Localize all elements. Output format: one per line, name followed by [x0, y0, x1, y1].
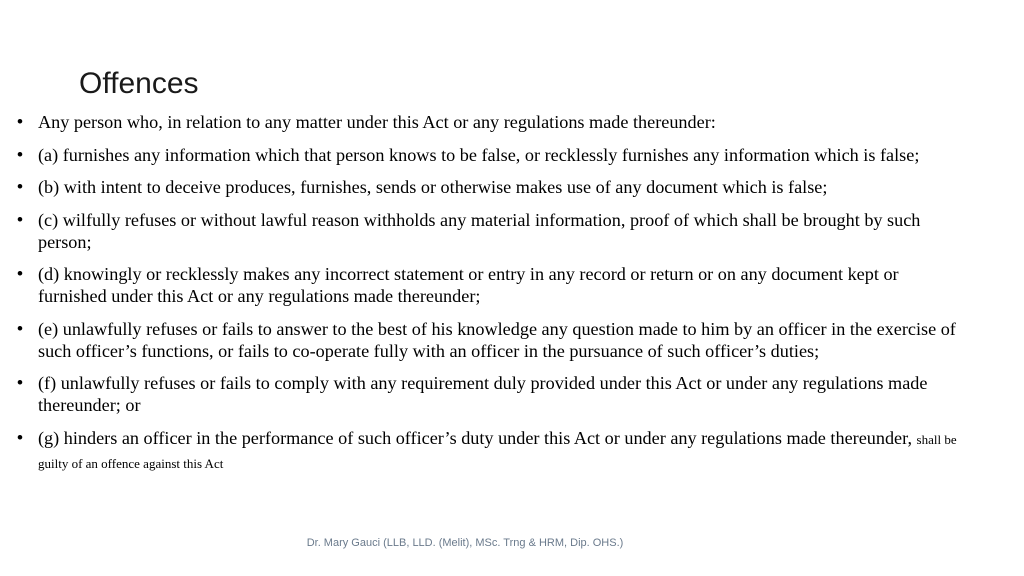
bullet-dot: • — [17, 177, 23, 196]
list-item — [17, 144, 962, 166]
list-item — [17, 209, 962, 253]
bullet-list — [17, 111, 962, 485]
bullet-suffix-text: shall be guilty of an offence against this Act — [38, 431, 957, 471]
slide-title: Offences — [79, 67, 199, 100]
list-item — [17, 111, 962, 133]
bullet-text: (g) hinders an officer in the performance of such officer’s duty under this Act or under any regulations made thereunder, — [38, 427, 912, 448]
bullet-text: (b) with intent to deceive produces, furnishes, sends or otherwise makes use of any document which is false; — [38, 177, 828, 197]
list-item — [17, 372, 962, 416]
list-item — [17, 318, 962, 362]
list-item — [17, 176, 962, 198]
bullet-dot: • — [17, 373, 23, 392]
slide-footer: Dr. Mary Gauci (LLB, LLD. (Melit), MSc. Trng & HRM, Dip. OHS.) — [306, 537, 624, 549]
bullet-text: (a) furnishes any information which that person knows to be false, or recklessly furnishes any information which is false; — [38, 144, 920, 165]
bullet-dot: • — [17, 427, 23, 447]
bullet-dot: • — [17, 209, 23, 229]
list-item — [17, 263, 962, 307]
bullet-dot: • — [17, 112, 23, 131]
bullet-text: (f) unlawfully refuses or fails to comply with any requirement duly provided under this Act or under any regulations made thereunder; or — [38, 373, 928, 415]
bullet-text: (c) wilfully refuses or without lawful reason withholds any material information, proof of which shall be brought by such person; — [38, 209, 921, 252]
bullet-dot: • — [17, 144, 23, 164]
bullet-text: Any person who, in relation to any matter under this Act or any regulations made thereunder: — [38, 112, 716, 132]
list-item — [17, 427, 962, 475]
bullet-text: (d) knowingly or recklessly makes any incorrect statement or entry in any record or return or on any document kept or furnished under this Act or any regulations made thereunder; — [38, 264, 899, 306]
bullet-text: (e) unlawfully refuses or fails to answer to the best of his knowledge any question made to him by an officer in the exercise of such officer’s functions, or fails to co-operate fully with an officer in the pursuance of such officer’s duties; — [38, 318, 956, 361]
bullet-dot: • — [17, 264, 23, 283]
bullet-dot: • — [17, 318, 23, 338]
